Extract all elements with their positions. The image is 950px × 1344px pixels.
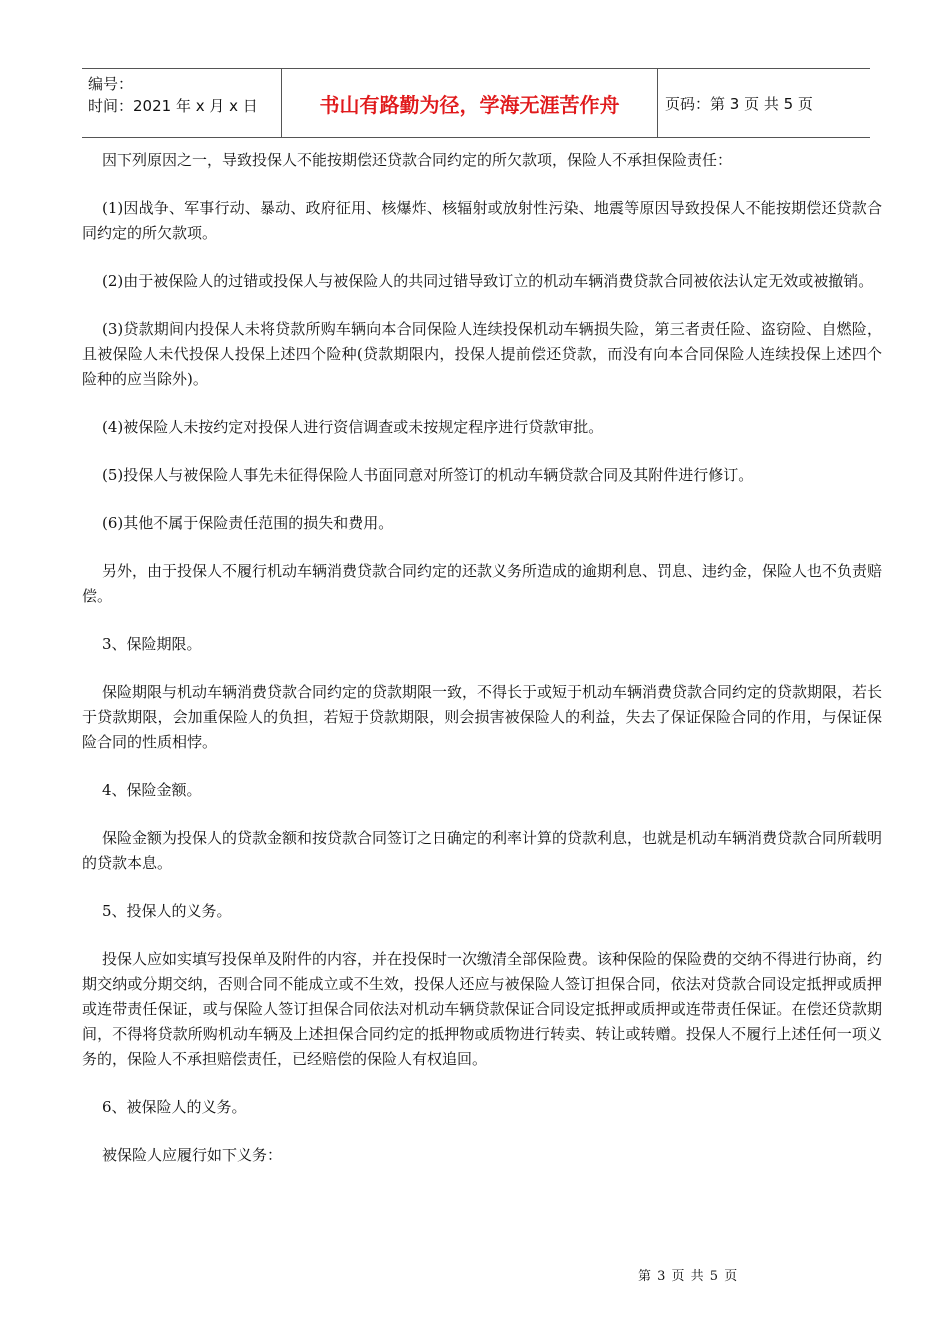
section-heading: 4、保险金额。 [102, 781, 202, 799]
paragraph: (2)由于被保险人的过错或投保人与被保险人的共同过错导致订立的机动车辆消费贷款合同被依法认定无效或被撤销。 [102, 272, 874, 290]
section-heading: 6、被保险人的义务。 [102, 1098, 247, 1116]
paragraph: 保险期限与机动车辆消费贷款合同约定的贷款期限一致，不得长于或短于机动车辆消费贷款合同约定的贷款期限，若长于贷款期限，会加重保险人的负担，若短于贷款期限，则会损害被保险人的利益，失去了保证保险合同的作用，与保证保险合同的性质相悖。 [82, 683, 883, 751]
paragraph: (6)其他不属于保险责任范围的损失和费用。 [102, 514, 394, 532]
header-meta [88, 73, 278, 117]
paragraph: 因下列原因之一，导致投保人不能按期偿还贷款合同约定的所欠款项，保险人不承担保险责任： [102, 151, 733, 169]
paragraph: 另外，由于投保人不履行机动车辆消费贷款合同约定的还款义务所造成的逾期利息、罚息、违约金，保险人也不负责赔偿。 [82, 562, 883, 605]
page-footer: 第 3 页 共 5 页 [638, 1269, 739, 1284]
date-line: 时间：2021 年 x 月 x 日 [88, 97, 258, 115]
paragraph: (3)贷款期间内投保人未将贷款所购车辆向本合同保险人连续投保机动车辆损失险，第三者责任险、盗窃险、自燃险，且被保险人未代投保人投保上述四个险种(贷款期限内，投保人提前偿还贷款，而没有向本合同保险人连续投保上述四个险种的应当除外)。 [82, 320, 882, 388]
header-page-code: 页码：第 3 页 共 5 页 [665, 95, 813, 113]
paragraph: 投保人应如实填写投保单及附件的内容，并在投保时一次缴清全部保险费。该种保险的保险费的交纳不得进行协商，约期交纳或分期交纳，否则合同不能成立或不生效，投保人还应与被保险人签订担保合同，依法对贷款合同设定抵押或质押或连带责任保证，或与保险人签订担保合同依法对机动车辆贷款保证合同设定抵押或质押或连带责任保证。在偿还贷款期间，不得将贷款所购机动车辆及上述担保合同约定的抵押物或质物进行转卖、转让或转赠。投保人不履行上述任何一项义务的，保险人不承担赔偿责任，已经赔偿的保险人有权追回。 [82, 950, 883, 1068]
page-header [82, 68, 870, 138]
paragraph: (1)因战争、军事行动、暴动、政府征用、核爆炸、核辐射或放射性污染、地震等原因导致投保人不能按期偿还贷款合同约定的所欠款项。 [82, 199, 882, 242]
section-heading: 3、保险期限。 [102, 635, 202, 653]
paragraph: 被保险人应履行如下义务： [102, 1146, 283, 1164]
serial-number-label: 编号： [88, 75, 134, 93]
section-heading: 5、投保人的义务。 [102, 902, 232, 920]
header-motto: 书山有路勤为径，学海无涯苦作舟 [319, 93, 620, 117]
document-body [82, 148, 882, 1191]
paragraph: (4)被保险人未按约定对投保人进行资信调查或未按规定程序进行贷款审批。 [102, 418, 604, 436]
header-divider-right [657, 69, 658, 137]
paragraph: (5)投保人与被保险人事先未征得保险人书面同意对所签订的机动车辆贷款合同及其附件进行修订。 [102, 466, 754, 484]
paragraph: 保险金额为投保人的贷款金额和按贷款合同签订之日确定的利率计算的贷款利息，也就是机动车辆消费贷款合同所载明的贷款本息。 [82, 829, 883, 872]
